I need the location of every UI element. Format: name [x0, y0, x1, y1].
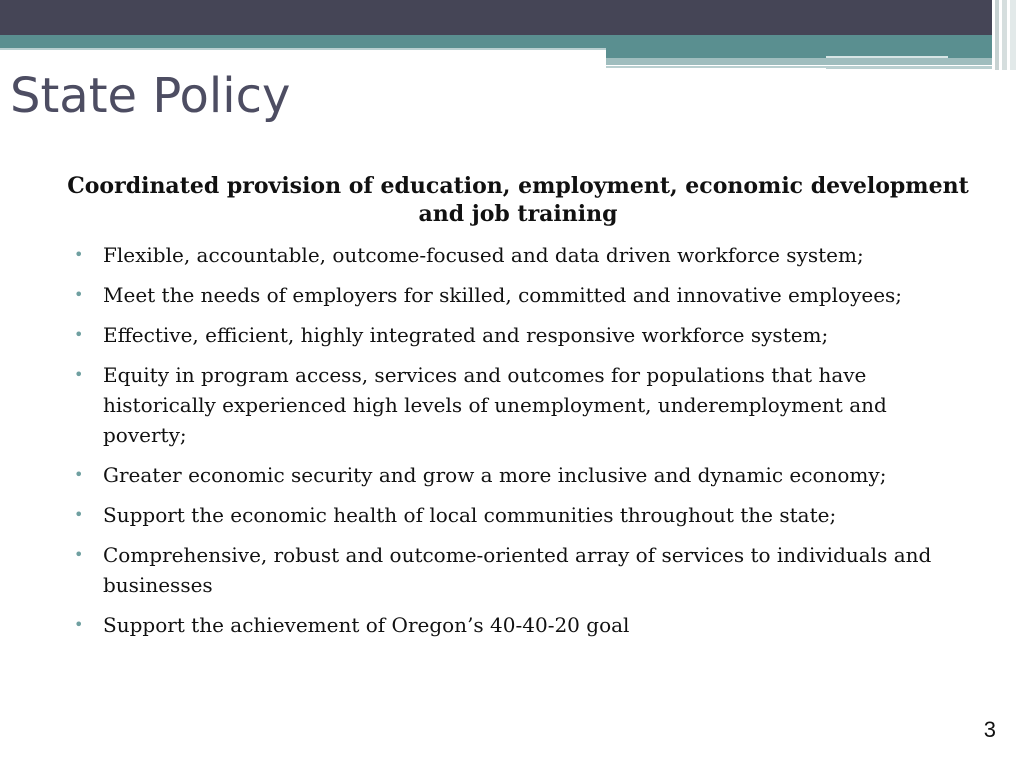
- bullet-icon: •: [74, 245, 84, 264]
- header-band-step: [606, 48, 1024, 58]
- list-item: [74, 280, 974, 310]
- bullet-icon: •: [74, 545, 84, 564]
- bullet-list: [74, 240, 974, 650]
- header-band-step-light: [606, 58, 1001, 65]
- bullet-icon: •: [74, 365, 84, 384]
- list-item: [74, 320, 974, 350]
- list-item: [74, 360, 974, 450]
- page-number: 3: [983, 717, 996, 742]
- bullet-icon: •: [74, 285, 84, 304]
- header-vertical-stripes: [992, 0, 1024, 70]
- header-accent-line: [826, 66, 1001, 69]
- list-item-text: Equity in program access, services and outcomes for populations that have historically experienced high levels of unemployment, underemployment and poverty;: [103, 363, 887, 447]
- list-item-text: Effective, efficient, highly integrated and responsive workforce system;: [103, 323, 829, 347]
- bullet-icon: •: [74, 325, 84, 344]
- list-item-text: Meet the needs of employers for skilled, committed and innovative employees;: [103, 283, 903, 307]
- header-band-dark: [0, 0, 1024, 35]
- slide-subheading: Coordinated provision of education, employment, economic development and job training: [67, 173, 969, 227]
- header-accent-line: [826, 56, 948, 58]
- bullet-icon: •: [74, 505, 84, 524]
- list-item-text: Support the economic health of local communities throughout the state;: [103, 503, 837, 527]
- list-item: [74, 500, 974, 530]
- list-item: [74, 240, 974, 270]
- list-item: [74, 460, 974, 490]
- list-item-text: Support the achievement of Oregon’s 40-40-20 goal: [103, 613, 630, 637]
- list-item-text: Greater economic security and grow a more inclusive and dynamic economy;: [103, 463, 887, 487]
- header-accent-line: [606, 66, 826, 68]
- list-item-text: Flexible, accountable, outcome-focused and data driven workforce system;: [103, 243, 864, 267]
- list-item: [74, 610, 974, 640]
- list-item-text: Comprehensive, robust and outcome-oriented array of services to individuals and businesses: [103, 543, 932, 597]
- list-item: [74, 540, 974, 600]
- bullet-icon: •: [74, 465, 84, 484]
- slide-title: State Policy: [10, 68, 291, 124]
- header-band-teal: [0, 35, 1024, 48]
- header-band-light-line: [0, 48, 606, 50]
- bullet-icon: •: [74, 615, 84, 634]
